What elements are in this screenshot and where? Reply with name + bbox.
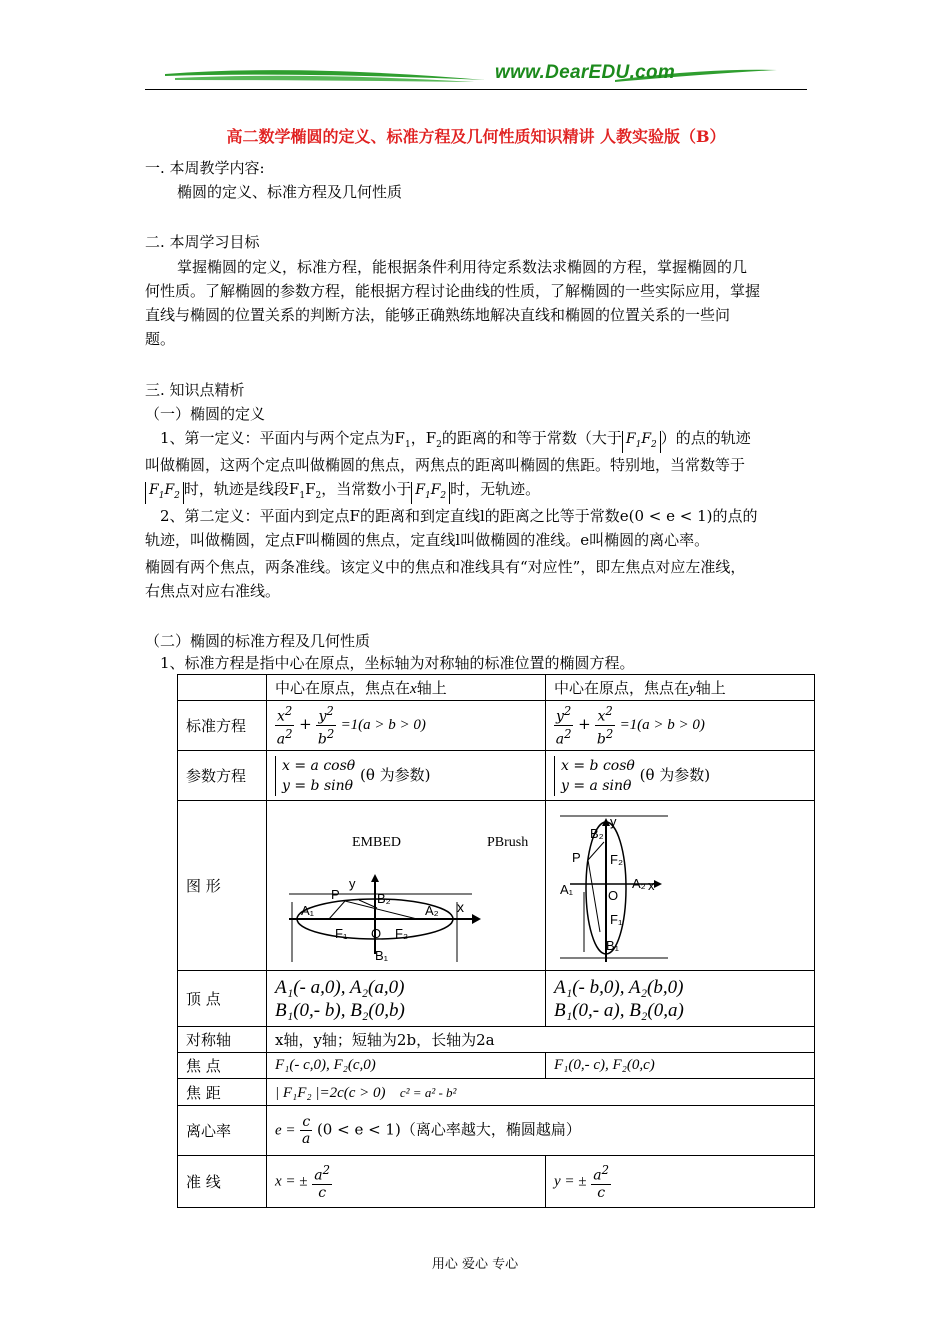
banner-swoosh-icon (145, 60, 807, 92)
page-title: 高二数学椭圆的定义、标准方程及几何性质知识精讲 人教实验版（B） (226, 127, 726, 146)
label-x: x (457, 898, 464, 915)
label-y-y: y (610, 813, 617, 829)
pbrush-label: PBrush (487, 834, 529, 850)
row-label-directrix: 准 线 (178, 1156, 267, 1208)
table-row (178, 701, 815, 751)
subsection2-heading: （二）椭圆的标准方程及几何性质 (145, 632, 371, 650)
label-a2: A₂ (425, 902, 439, 918)
label-b1: B₁ (375, 947, 389, 963)
section2-line2: 何性质。了解椭圆的参数方程，能根据方程讨论曲线的性质，了解椭圆的一些实际应用，掌握 (145, 282, 761, 300)
section1-content: 椭圆的定义、标准方程及几何性质 (177, 183, 403, 201)
focus-y: F₁(0,- c), F₂(0,c) (546, 1053, 815, 1079)
label-p-y: P (572, 849, 581, 865)
symmetry-value: x轴，y轴；短轴为2b，长轴为2a (267, 1027, 815, 1053)
label-f1: F₁ (335, 925, 348, 941)
directrix-y: y = ± $\frac{a^2}{c}$ (546, 1156, 815, 1208)
table-row (178, 1079, 815, 1106)
table-intro: 1、标准方程是指中心在原点，坐标轴为对称轴的标准位置的椭圆方程。 (160, 654, 635, 672)
row-label-figure: 图 形 (178, 801, 267, 971)
section1-heading: 一. 本周教学内容: (145, 159, 265, 177)
def1-line1: 1、第一定义：平面内与两个定点为$F_1$，$F_2$的距离的和等于常数（大于 $F_1F_2$ ）的点的轨迹 (160, 428, 751, 455)
label-b2-y: B₂ (590, 825, 604, 841)
figure-y-cell (546, 801, 815, 971)
label-a1-y: A₁ (560, 881, 574, 897)
standard-eq-y: $\frac{y^2}{a^2}$ + $\frac{x^2}{b^2}$ =1(a > b > 0) (546, 701, 815, 751)
row-label-focal-distance: 焦 距 (178, 1079, 267, 1106)
row-label-param-eq: 参数方程 (178, 751, 267, 801)
directrix-x: x = ± $\frac{a^2}{c}$ (267, 1156, 546, 1208)
section2-heading: 二. 本周学习目标 (145, 233, 260, 251)
param-eq-x: x = a cosθ y = b sinθ (θ 为参数) (267, 751, 546, 801)
ellipse-figure-x (267, 802, 539, 970)
subsection1-heading: （一）椭圆的定义 (145, 405, 266, 423)
embed-label: EMBED (352, 834, 401, 850)
col-header-x: 中心在原点，焦点在x轴上 (267, 675, 546, 701)
table-row (178, 1156, 815, 1208)
table-row (178, 801, 815, 971)
table-row (178, 1106, 815, 1156)
vertex-y: A₁(- b,0), A₂(b,0) B₁(0,- a), B₂(0,a) (546, 971, 815, 1027)
table-header-row (178, 675, 815, 701)
ellipse-properties-table (177, 674, 815, 1208)
figure-x-cell (267, 801, 546, 971)
site-logo-text: www.DearEDU.com (495, 62, 676, 83)
def1-line2: 叫做椭圆，这两个定点叫做椭圆的焦点，两焦点的距离叫椭圆的焦距。特别地，当常数等于 (145, 456, 746, 474)
label-f1-y: F₁ (610, 911, 623, 927)
label-f2: F₂ (395, 925, 408, 941)
section2-line3: 直线与椭圆的位置关系的判断方法，能够正确熟练地解决直线和椭圆的位置关系的一些问 (145, 306, 731, 324)
label-a2-y: A₂ (632, 875, 646, 891)
def2-line1: 2、第二定义：平面内到定点F的距离和到定直线l的距离之比等于常数e(0 < e < 1)的点的 (160, 507, 758, 525)
def2-line2: 轨迹，叫做椭圆，定点F叫椭圆的焦点，定直线l叫做椭圆的准线。e叫椭圆的离心率。 (145, 531, 710, 549)
focal-distance-value: | F₁F₂ |=2c(c > 0) c² = a² - b² (267, 1079, 815, 1106)
header-rule (145, 89, 807, 90)
def1-line3: $F_1F_2$ 时，轨迹是线段$F_1F_2$，当常数小于 $F_1F_2$ 时，无轨迹。 (145, 479, 540, 506)
label-f2-y: F₂ (610, 851, 623, 867)
row-label-eccentricity: 离心率 (178, 1106, 267, 1156)
f1f2-abs: $F_1F_2$ (622, 431, 661, 453)
def2-line3: 椭圆有两个焦点，两条准线。该定义中的焦点和准线具有“对应性”，即左焦点对应左准线， (145, 558, 746, 576)
eccentricity-value: e = $\frac{c}{a}$ (0 < e < 1)（离心率越大，椭圆越扁） (267, 1106, 815, 1156)
param-eq-y: x = b cosθ y = a sinθ (θ 为参数) (546, 751, 815, 801)
label-b1-y: B₁ (606, 937, 620, 953)
label-a1: A₁ (301, 902, 315, 918)
row-label-vertex: 顶 点 (178, 971, 267, 1027)
row-label-standard-eq: 标准方程 (178, 701, 267, 751)
table-row (178, 1053, 815, 1079)
focus-x: F₁(- c,0), F₂(c,0) (267, 1053, 546, 1079)
label-x-y: x (648, 877, 655, 893)
label-p: P (331, 886, 340, 902)
label-y: y (349, 875, 356, 891)
table-row (178, 971, 815, 1027)
header-banner (145, 60, 807, 92)
ellipse-figure-y (546, 802, 810, 970)
row-label-focus: 焦 点 (178, 1053, 267, 1079)
page-footer: 用心 爱心 专心 (431, 1257, 519, 1272)
table-row (178, 751, 815, 801)
table-row (178, 1027, 815, 1053)
standard-eq-x: $\frac{x^2}{a^2}$ + $\frac{y^2}{b^2}$ =1(a > b > 0) (267, 701, 546, 751)
section3-heading: 三. 知识点精析 (145, 381, 245, 399)
label-o: O (371, 925, 382, 941)
section2-line1: 掌握椭圆的定义，标准方程，能根据条件利用待定系数法求椭圆的方程，掌握椭圆的几 (177, 258, 748, 276)
section2-line4: 题。 (145, 330, 176, 348)
def2-line4: 右焦点对应右准线。 (145, 582, 281, 600)
label-b2: B₂ (377, 890, 391, 906)
row-label-symmetry: 对称轴 (178, 1027, 267, 1053)
vertex-x: A₁(- a,0), A₂(a,0) B₁(0,- b), B₂(0,b) (267, 971, 546, 1027)
label-o-y: O (608, 887, 619, 903)
col-header-y: 中心在原点，焦点在y轴上 (546, 675, 815, 701)
